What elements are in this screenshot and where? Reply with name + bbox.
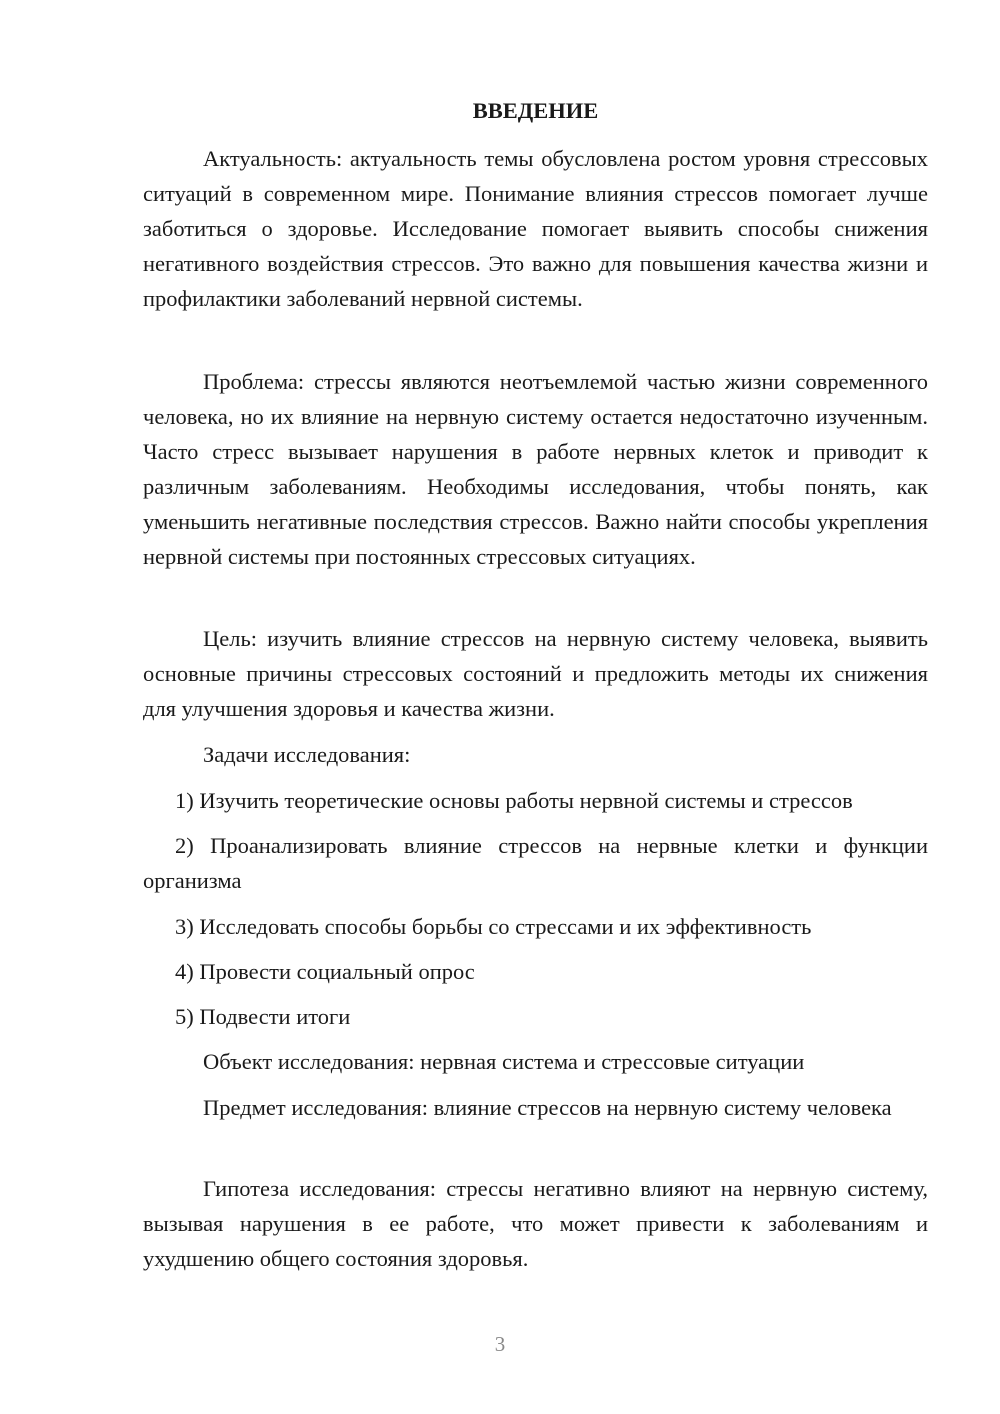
page-title: ВВЕДЕНИЕ [472, 98, 599, 123]
task-item: 3) Исследовать способы борьбы со стрессами и их эффективность [175, 914, 812, 939]
object-paragraph: Объект исследования: нервная система и стрессовые ситуации [203, 1049, 805, 1074]
page-number: 3 [494, 1332, 506, 1356]
goal-paragraph: Цель: изучить влияние стрессов на нервную систему человека, выявить основные причины стрессовых состояний и предложить методы их снижения для улучшения здоровья и качества жизни. [143, 626, 928, 721]
subject-paragraph: Предмет исследования: влияние стрессов на нервную систему человека [203, 1095, 892, 1120]
task-item: 2) Проанализировать влияние стрессов на нервные клетки и функции организма [143, 833, 928, 893]
relevance-paragraph: Актуальность: актуальность темы обусловлена ростом уровня стрессовых ситуаций в современном мире. Понимание влияния стрессов помогает лучше заботиться о здоровье. Исследование помогает выявить способы снижения негативного воздействия стрессов. Это важно для повышения качества жизни и профилактики заболеваний нервной системы. [143, 146, 928, 311]
task-item: 5) Подвести итоги [175, 1004, 351, 1029]
tasks-heading: Задачи исследования: [203, 742, 411, 767]
task-item: 4) Провести социальный опрос [175, 959, 475, 984]
hypothesis-paragraph: Гипотеза исследования: стрессы негативно влияют на нервную систему, вызывая нарушения в ее работе, что может привести к заболеваниям и ухудшению общего состояния здоровья. [143, 1176, 928, 1271]
problem-paragraph: Проблема: стрессы являются неотъемлемой частью жизни современного человека, но их влияние на нервную систему остается недостаточно изученным. Часто стресс вызывает нарушения в работе нервных клеток и приводит к различным заболеваниям. Необходимы исследования, чтобы понять, как уменьшить негативные последствия стрессов. Важно найти способы укрепления нервной системы при постоянных стрессовых ситуациях. [143, 369, 928, 569]
task-item: 1) Изучить теоретические основы работы нервной системы и стрессов [175, 788, 853, 813]
